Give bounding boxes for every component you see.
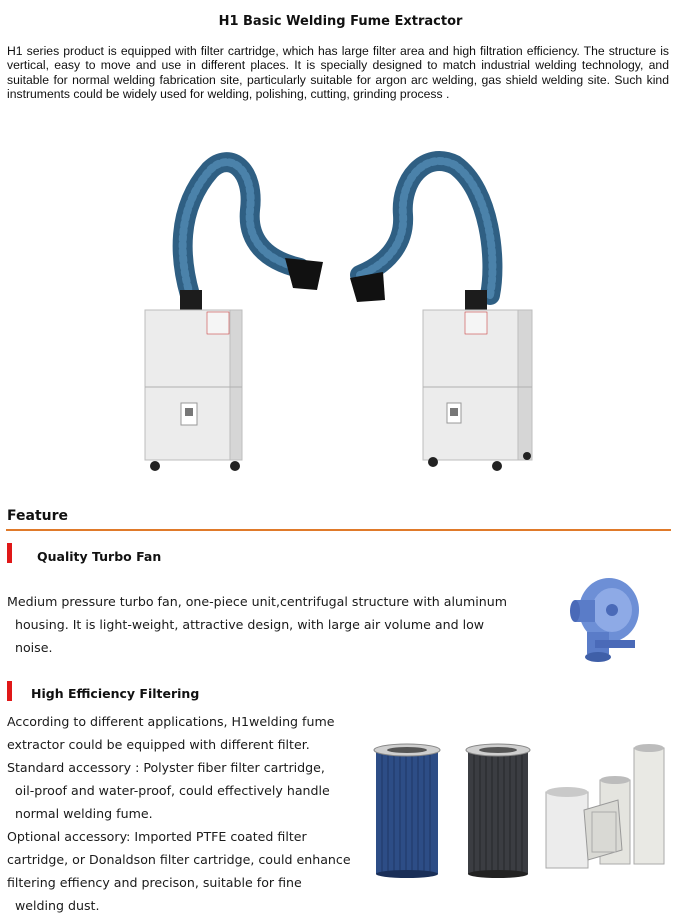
text-line: According to different applications, H1welding fume xyxy=(7,714,335,729)
filtering-title: High Efficiency Filtering xyxy=(31,686,200,701)
text-line: filtering effiency and precison, suitable for fine xyxy=(7,875,302,890)
intro-paragraph: H1 series product is equipped with filter cartridge, which has large filter area and high filtration efficiency. The structure is vertical, easy to move and use in different places. It is specially designed to match industrial welding technology, and suitable for normal welding fabrication site, particularly suitable for argon arc welding, gas shield welding site. Such kind instruments could be widely used for welding, polishing, cutting, grinding process . xyxy=(7,44,669,101)
fume-extractor-product-image xyxy=(135,150,545,480)
text-line: noise. xyxy=(15,640,53,655)
text-line: housing. It is light-weight, attractive design, with large air volume and low xyxy=(15,617,485,632)
filter-cartridges-image xyxy=(370,740,670,880)
text-line: extractor could be equipped with different filter. xyxy=(7,737,310,752)
turbo-fan-image xyxy=(565,570,645,670)
feature-heading: Feature xyxy=(7,508,68,524)
text-line: welding dust. xyxy=(15,898,100,913)
text-line: Medium pressure turbo fan, one-piece unit,centrifugal structure with aluminum xyxy=(7,594,507,609)
filtering-description xyxy=(7,710,352,917)
feature-divider xyxy=(6,529,671,531)
section-marker xyxy=(7,681,12,701)
turbo-fan-description xyxy=(7,590,519,659)
section-marker xyxy=(7,543,12,563)
text-line: oil-proof and water-proof, could effectively handle xyxy=(15,783,330,798)
text-line: Standard accessory : Polyster fiber filter cartridge, xyxy=(7,760,325,775)
text-line: cartridge, or Donaldson filter cartridge, could enhance xyxy=(7,852,351,867)
turbo-fan-title: Quality Turbo Fan xyxy=(37,549,162,564)
text-line: Optional accessory: Imported PTFE coated filter xyxy=(7,829,307,844)
page-title: H1 Basic Welding Fume Extractor xyxy=(218,14,463,29)
text-line: normal welding fume. xyxy=(15,806,153,821)
